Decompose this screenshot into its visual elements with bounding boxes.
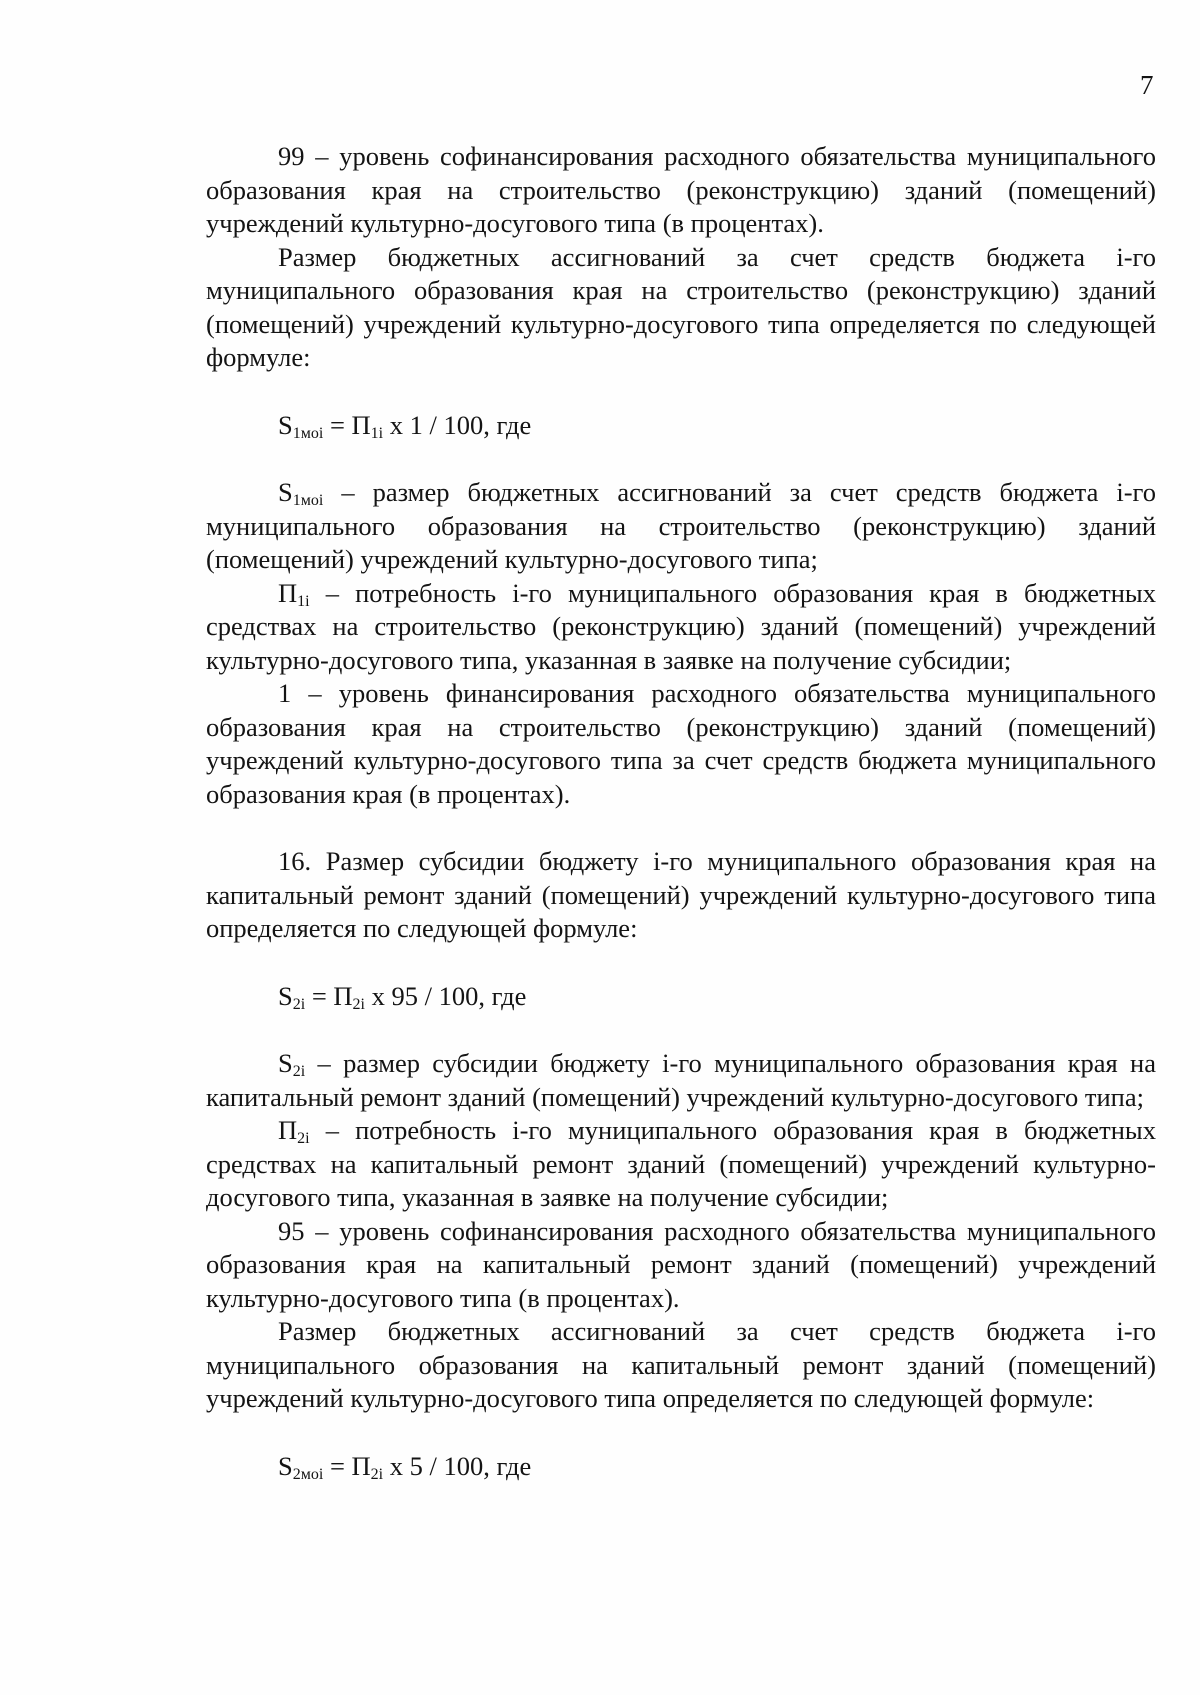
paragraph-cofinancing-99-construction: 99 – уровень софинансирования расходного обязательства муниципального образования края на строительство (реконструкцию) зданий (помещений) учреждений культурно-досугового типа (в процентах). [206, 141, 1156, 238]
symbol-s: S [278, 409, 293, 440]
document-body [206, 140, 1156, 1483]
spacer [206, 946, 1156, 980]
spacer [206, 811, 1156, 845]
symbol-s: S [278, 1048, 293, 1078]
symbol-s: S [278, 477, 293, 507]
spacer [206, 442, 1156, 476]
definition-s1moi [206, 476, 1156, 577]
formula-s2moi [206, 1450, 1156, 1484]
page-number: 7 [1140, 70, 1154, 100]
spacer [206, 1416, 1156, 1450]
definition-text: – потребность i-го муниципального образования края в бюджетных средствах на строительство (реконструкцию) зданий (помещений) учреждений культурно-досугового типа, указанная в заявке на получение субсидии; [206, 577, 1156, 675]
definition-p2i [206, 1114, 1156, 1215]
subscript: 1моi [292, 492, 324, 509]
formula-tail: х 95 / 100, где [365, 980, 527, 1011]
definition-s2i [206, 1047, 1156, 1114]
subscript: 2i [292, 1063, 306, 1080]
paragraph-budget-allocation-construction: Размер бюджетных ассигнований за счет средств бюджета i-го муниципального образования края на строительство (реконструкцию) зданий (помещений) учреждений культурно-досугового типа определяется по следующей формуле: [206, 241, 1156, 372]
symbol-p: П [278, 577, 298, 608]
symbol-s: S [278, 980, 293, 1011]
subscript: 2моi [292, 1465, 324, 1483]
formula-tail: х 5 / 100, где [383, 1450, 532, 1481]
definition-text: – размер субсидии бюджету i-го муниципального образования края на капитальный ремонт зданий (помещений) учреждений культурно-досугового типа; [206, 1048, 1156, 1112]
spacer [206, 1013, 1156, 1047]
formula-operator: = П [305, 980, 353, 1011]
subscript: 1i [370, 424, 384, 442]
symbol-s: S [278, 1450, 293, 1481]
formula-s1moi [206, 409, 1156, 443]
formula-operator: = П [323, 1450, 371, 1481]
formula-s2i [206, 980, 1156, 1014]
paragraph-financing-level-1: 1 – уровень финансирования расходного обязательства муниципального образования края на строительство (реконструкцию) зданий (помещений) учреждений культурно-досугового типа за счет средств бюджета муниципального образования края (в процентах). [206, 678, 1156, 809]
subscript: 2i [352, 995, 365, 1013]
formula-operator: = П [323, 409, 371, 440]
spacer [206, 375, 1156, 409]
paragraph-cofinancing-95-repair: 95 – уровень софинансирования расходного обязательства муниципального образования края на капитальный ремонт зданий (помещений) учреждений культурно-досугового типа (в процентах). [206, 1215, 1156, 1313]
subscript: 2i [297, 1130, 310, 1147]
subscript: 2i [370, 1465, 384, 1483]
definition-text: – потребность i-го муниципального образования края в бюджетных средствах на капитальный ремонт зданий (помещений) учреждений культурно-досугового типа, указанная в заявке на получение субсидии; [206, 1115, 1156, 1212]
paragraph-budget-allocation-repair: Размер бюджетных ассигнований за счет средств бюджета i-го муниципального образования на капитальный ремонт зданий (помещений) учреждений культурно-досугового типа определяется по следующей формуле: [206, 1316, 1156, 1413]
subscript: 1моi [292, 424, 324, 442]
definition-text: – размер бюджетных ассигнований за счет средств бюджета i-го муниципального образования на строительство (реконструкцию) зданий (помещений) учреждений культурно-досугового типа; [206, 477, 1156, 574]
paragraph-16-capital-repair: 16. Размер субсидии бюджету i-го муниципального образования края на капитальный ремонт зданий (помещений) учреждений культурно-досугового типа определяется по следующей формуле: [206, 846, 1156, 943]
formula-tail: х 1 / 100, где [383, 409, 532, 440]
definition-p1i [206, 577, 1156, 678]
subscript: 2i [292, 995, 306, 1013]
symbol-p: П [278, 1115, 298, 1145]
subscript: 1i [297, 592, 310, 610]
